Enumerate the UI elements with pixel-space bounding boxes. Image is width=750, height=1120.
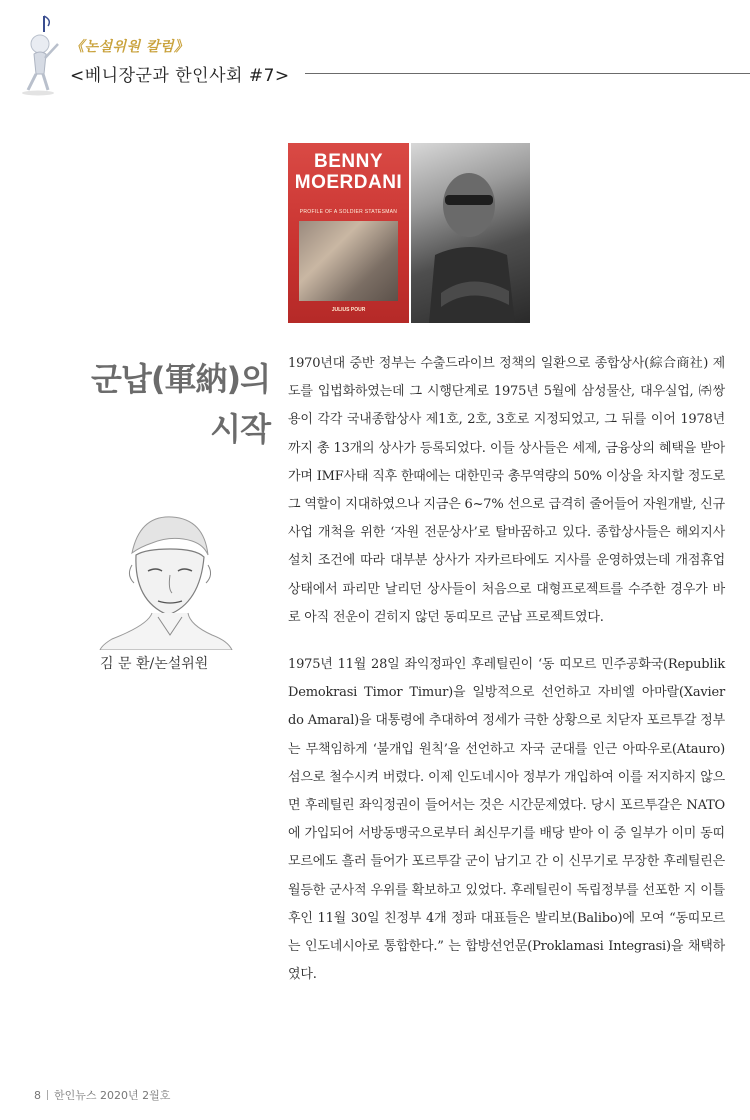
- book-cover-subtitle: PROFILE OF A SOLDIER STATESMAN: [299, 209, 398, 215]
- author-credit: 김 문 환/논설위원: [100, 656, 209, 672]
- writer-mascot-icon: [14, 14, 62, 96]
- column-label: 《논설위원 칼럼》: [70, 39, 189, 55]
- header-divider: [305, 73, 750, 74]
- book-title-line-1: BENNY: [313, 151, 383, 172]
- footer-divider: [47, 1090, 48, 1100]
- author-sketch-portrait: [92, 505, 242, 650]
- article-paragraph: 1970년대 중반 정부는 수출드라이브 정책의 일환으로 종합상사(綜合商社) 제도를 입법화하였는데 그 시행단계로 1975년 5월에 삼성물산, 대우실업, ㈜쌍용이 각각 국내종합상사 제1호, 2호, 3호로 지정되었고, 그 뒤를 이어 1978년까지 총 13개의 상사가 등록되었다. 이들 상사들은 세제, 금융상의 혜택을 받아가며 IMF사태 직후 한때에는 대한민국 총무역량의 50% 이상을 차지할 정도로 그 역할이 지대하였으나 지금은 6~7% 선으로 급격히 줄어들어 자원개발, 신규사업 개척을 위한 ‘자원 전문상사’로 탈바꿈하고 있다. 종합상사들은 해외지사 설치 조건에 따라 대부분 상사가 자카르타에도 지사를 운영하였는데 개점휴업 상태에서 파리만 날리던 상사들이 처음으로 대형프로젝트를 수주한 경우가 바로 아직 전운이 걷히지 않던 동띠모르 군납 프로젝트였다.: [288, 356, 725, 625]
- book-cover-photo: [299, 221, 398, 301]
- section-heading-line-1: 군납(軍納)의: [91, 360, 270, 398]
- book-cover-author: JULIUS POUR: [331, 307, 366, 313]
- page-number: 8: [34, 1089, 41, 1102]
- section-heading-line-2: 시작: [210, 410, 270, 448]
- page-footer: [34, 1087, 170, 1103]
- book-title-line-2: MOERDANI: [294, 172, 403, 193]
- section-heading: [91, 354, 270, 454]
- publication-name: 한인뉴스 2020년 2월호: [54, 1089, 171, 1102]
- article-body: [288, 350, 725, 989]
- portrait-silhouette-icon: [411, 143, 530, 323]
- book-cover-title: [288, 151, 409, 193]
- series-title: <베니장군과 한인사회 #7>: [70, 66, 290, 86]
- article-paragraph: 1975년 11월 28일 좌익정파인 후레틸린이 ‘동 띠모르 민주공화국(Republik Demokrasi Timor Timur)을 일방적으로 선언하고 자비엘 아마랄(Xavier do Amaral)을 대통령에 추대하여 정세가 극한 상황으로 치닫자 포르투갈 정부는 무책임하게 ‘불개입 원칙’을 선언하고 자국 군대를 인근 아따우로(Atauro) 섬으로 철수시켜 버렸다. 이제 인도네시아 정부가 개입하여 이를 저지하지 않으면 후레틸린 좌익정권이 들어서는 것은 시간문제였다. 당시 포르투갈은 NATO에 가입되어 서방동맹국으로부터 최신무기를 배당 받아 이 중 일부가 이미 동띠모르에도 흘러 들어가 포르투갈 군이 남기고 간 이 신무기로 무장한 후레틸린은 월등한 군사적 우위를 확보하고 있었다. 후레틸린이 독립정부를 선포한 지 이틀 후인 11월 30일 친정부 4개 정파 대표들은 발리보(Balibo)에 모여 “동띠모르는 인도네시아로 통합한다.” 는 합방선언문(Proklamasi Integrasi)을 채택하였다.: [288, 657, 725, 983]
- photo-block: [288, 143, 530, 323]
- book-cover-image: [288, 143, 409, 323]
- general-portrait-photo: [411, 143, 530, 323]
